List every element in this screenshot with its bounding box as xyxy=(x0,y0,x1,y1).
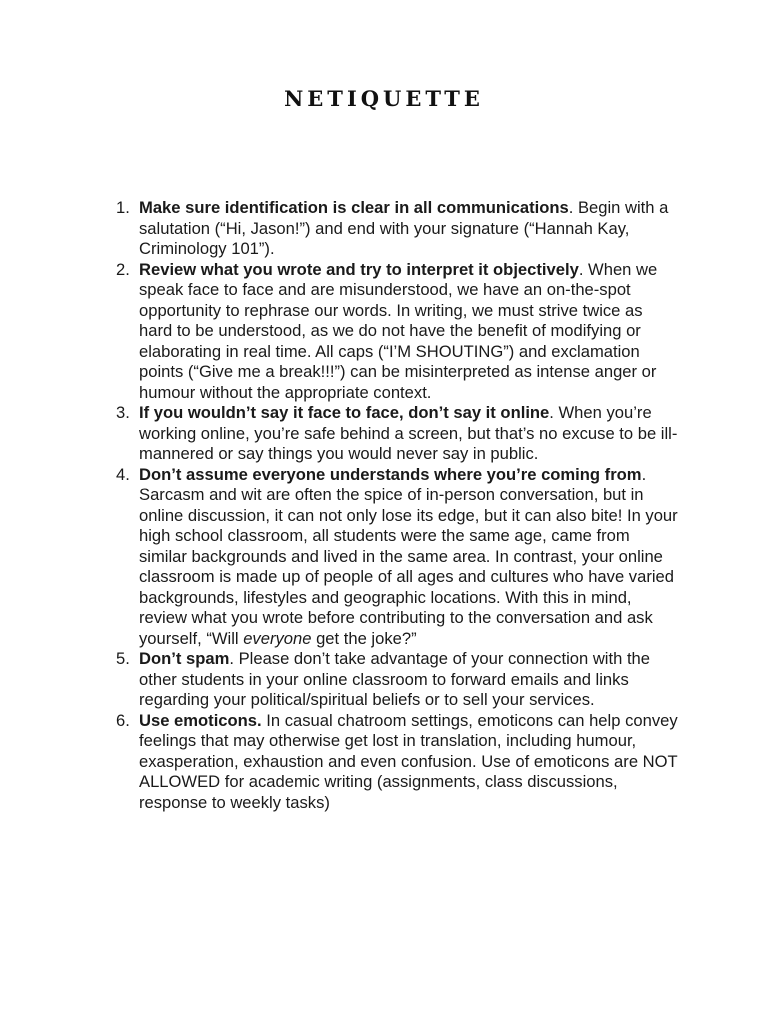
item-emphasis: everyone xyxy=(243,628,312,648)
document-title: NETIQUETTE xyxy=(284,86,484,111)
item-body: In casual chatroom settings, emoticons can help convey feelings that may otherwise get lost in translation, including humour, exasperation, exhaustion and even confusion. Use of emoticons are NOT ALLOWED for academic writing (assignments, class discussions, response to weekly tasks) xyxy=(139,710,678,812)
item-body: . When you’re working online, you’re safe behind a screen, but that’s no excuse to be ill-mannered or say things you would never say in public. xyxy=(139,403,678,463)
item-heading: Don’t spam xyxy=(139,649,230,668)
item-body: . When we speak face to face and are misunderstood, we have an on-the-spot opportunity to rephrase our words. In writing, we must strive twice as hard to be understood, as we do not have the benefit of modifying or elaborating in real time. All caps (“I’M SHOUTING”) and exclamation points (“Give me a break!!!”) can be misinterpreted as intense anger or humour without the appropriate context. xyxy=(139,259,658,402)
netiquette-list xyxy=(110,198,678,813)
item-heading: Don’t assume everyone understands where you’re coming from xyxy=(139,464,642,484)
item-number: 5. xyxy=(116,649,130,668)
item-heading: Review what you wrote and try to interpret it objectively xyxy=(139,259,579,279)
list-item-4 xyxy=(110,465,678,650)
item-body: . Begin with a salutation (“Hi, Jason!”) and end with your signature (“Hannah Kay, Criminology 101”). xyxy=(139,198,669,258)
item-body: . Sarcasm and wit are often the spice of in-person conversation, but in online discussion, it can not only lose its edge, but it can also bite! In your high school classroom, all students were the same age, came from similar backgrounds and lived in the same area. In contrast, your online classroom is made up of people of all ages and cultures who have varied backgrounds, lifestyles and geographic locations. With this in mind, review what you wrote before contributing to the conversation and ask yourself, “Will xyxy=(139,464,678,648)
item-body: . Please don’t take advantage of your connection with the other students in your online classroom to forward emails and links regarding your political/spiritual beliefs or to sell your services. xyxy=(139,649,651,709)
list-item-1 xyxy=(110,198,678,260)
item-number: 3. xyxy=(116,403,130,422)
item-heading: If you wouldn’t say it face to face, don’t say it online xyxy=(139,403,550,422)
item-heading: Use emoticons. xyxy=(139,710,262,730)
item-number: 2. xyxy=(116,259,130,279)
list-item-3 xyxy=(110,403,678,465)
list-item-6 xyxy=(110,711,678,814)
list-item-5 xyxy=(110,649,678,711)
list-item-2 xyxy=(110,260,678,404)
item-body-end: get the joke?” xyxy=(311,628,417,648)
item-number: 1. xyxy=(116,198,130,217)
item-heading: Make sure identification is clear in all communications xyxy=(139,198,569,217)
item-number: 6. xyxy=(116,710,130,730)
item-number: 4. xyxy=(116,464,130,484)
